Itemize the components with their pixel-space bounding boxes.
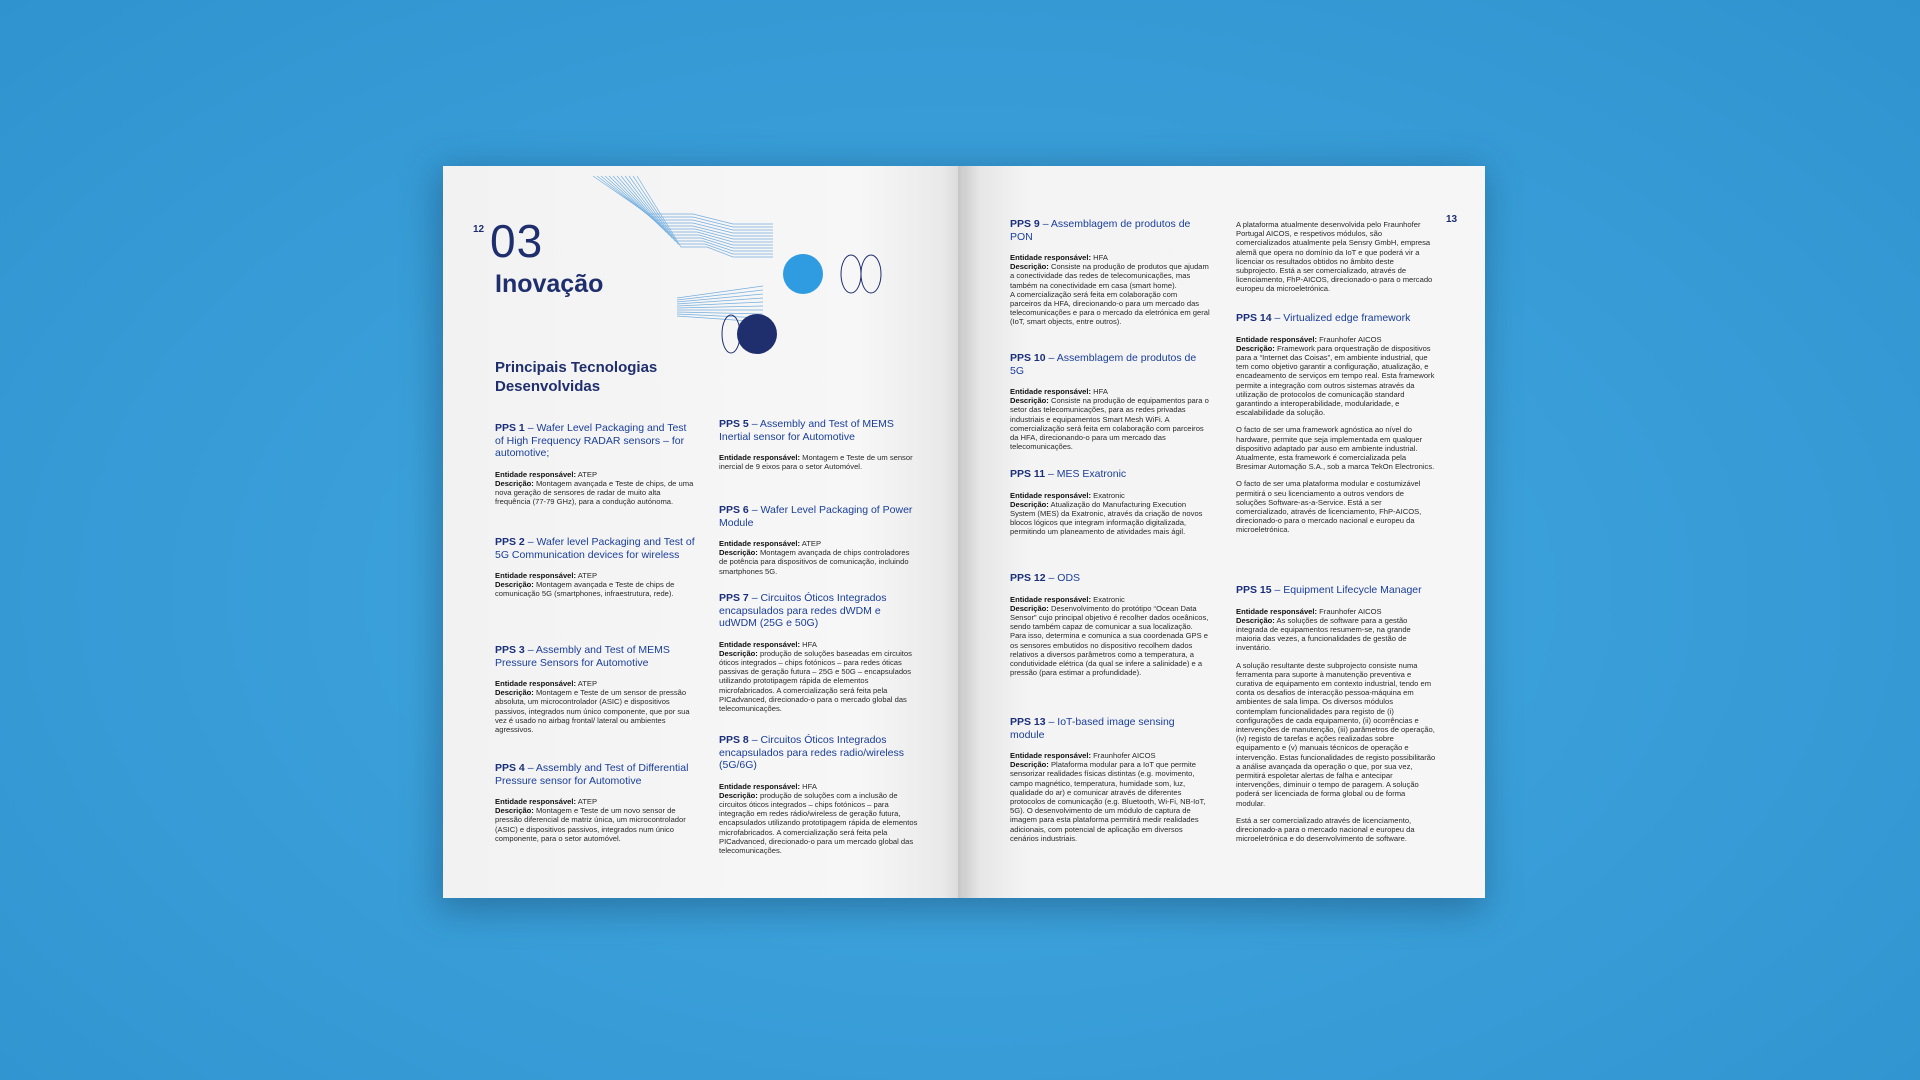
entry-code: PPS 1 [495, 422, 525, 434]
entity: Fraunhofer AICOS [1319, 334, 1382, 344]
entry-pps-5: PPS 5 – Assembly and Test of MEMS Inertial sensor for Automotive Entidade responsável: Montagem e Teste de um sensor inercial de 9 eixos para o setor Automóvel. [719, 418, 913, 472]
desc-label: Descrição: [1010, 499, 1049, 509]
description: Framework para orquestração de dispositivos para a “Internet das Coisas”, em ambiente industrial, que tem como objetivo garantir a configuração, atualização, e encadeamento de serviços em tempo real. Esta framework permite a integração com outros sistemas através da utilização de protocolos de comunicação standard garantindo a interoperabilidade, modularidade, e escalabilidade da solução. [1236, 343, 1435, 418]
entity-label: Entidade responsável: [495, 797, 577, 806]
entity: ATEP [577, 679, 598, 688]
entry-pps-6: PPS 6 – Wafer Level Packaging of Power Module Entidade responsável: ATEP Descrição: Montagem avançada de chips controladores de potência para dispositivos de comunicação, incluindo smartphones 5G. [719, 504, 913, 576]
description: Montagem e Teste de um sensor de pressão absoluta, um microcontrolador (ASIC) e dispositivos passivos, integrados num único componente, que por sua vez é usado no airbag frontal/ lateral ou ambientes agressivos. [495, 688, 690, 735]
desc-label: Descrição: [1010, 262, 1049, 272]
description: Montagem avançada de chips controladores de potência para dispositivos de comunicação, incluindo smartphones 5G. [719, 548, 910, 576]
entry-pps-12: PPS 12 – ODS Entidade responsável: Exatronic Descrição: Desenvolvimento do protótipo “Ocean Data Sensor” cujo principal objetivo é recolher dados oceânicos, sendo também capaz de comunicar a sua localização. Para isso, determina e comunica a sua coordenada GPS e os sensores embutidos no dispositivo recolhem dados relativos a diversos parâmetros como a temperatura, a condutividade elétrica (da qual se infere a salinidade) e a pressão (para estimar a profundidade). [1010, 572, 1209, 678]
intro-text: A plataforma atualmente desenvolvida pelo Fraunhofer Portugal AICOS, e respetivos módulos, são comercializados atualmente pela Sensry GmbH, empresa alemã que opera no domínio da IoT e que poderá vir a licenciar os resultados obtidos no âmbito deste subprojecto. Está a ser comercializado, através de licenciamento, FhP-AICOS, direcionado-o para o mercado europeu da microeletrónica. [1236, 220, 1433, 294]
description: Montagem avançada e Teste de chips, de uma nova geração de sensores de radar de muito alta frequência (77-79 GHz), para a condução autónoma. [495, 478, 694, 507]
entry-title: IoT-based image sensing module [1010, 716, 1175, 741]
entry-pps-9: PPS 9 – Assemblagem de produtos de PON Entidade responsável: HFA Descrição: Consiste na produção de produtos que ajudam a conectividade das redes de telecomunicações, mas também na conectividade em casa (smart home). A comercialização será feita em colaboração com parceiros da HFA, direcionando-o para um mercado das telecomunicações e para o mercado da eletrónica em geral (IoT, smart objects, entre outros). [1010, 218, 1210, 327]
entry-code: PPS 10 [1010, 352, 1046, 364]
navy-circle [737, 314, 777, 354]
desc-label: Descrição: [495, 806, 534, 816]
entry-title: Wafer level Packaging and Test of 5G Communication devices for wireless [495, 536, 695, 561]
description-extra: A comercialização será feita em colaboração com parceiros da HFA, direcionando-o para um mercado das telecomunicações e para o mercado da eletrónica em geral (IoT, smart objects, entre outros). [1010, 289, 1210, 327]
entry-title: Equipment Lifecycle Manager [1283, 584, 1422, 596]
desc-label: Descrição: [719, 548, 758, 558]
entry-title: Virtualized edge framework [1283, 312, 1411, 324]
entry-title: Wafer Level Packaging and Test of High Frequency RADAR sensors – for automotive; [495, 422, 687, 459]
description: As soluções de software para a gestão integrada de equipamentos resumem-se, na grande maioria das vezes, a funcionalidades de gestão de inventário. [1236, 615, 1411, 653]
entry-pps-13: PPS 13 – IoT-based image sensing module Entidade responsável: Fraunhofer AICOS Descrição: Plataforma modular para a IoT que permite sensorizar realidades físicas distintas (e.g. movimento, campo magnético, temperatura, humidade som, luz, qualidade do ar) e comunicar através de diferentes protocolos de comunicação (e.g. Bluetooth, Wi-Fi, NB-IoT, 5G). O desenvolvimento de um módulo de captura de imagem para esta plataforma permitirá medir realidades adicionais, com potencial de aplicação em diversos cenários industriais. [1010, 716, 1206, 843]
entity-label: Entidade responsável: [1010, 751, 1092, 760]
entity: HFA [1093, 387, 1108, 396]
desc-label: Descrição: [1010, 603, 1049, 613]
entry-title: Wafer Level Packaging of Power Module [719, 504, 913, 529]
entry-pps-2: PPS 2 – Wafer level Packaging and Test of 5G Communication devices for wireless Entidade responsável: ATEP Descrição: Montagem avançada e Teste de chips de comunicação 5G (smartphones, infraestrutura, rede). [495, 536, 695, 599]
section-title: Principais Tecnologias Desenvolvidas [495, 359, 658, 395]
entry-code: PPS 7 [719, 592, 749, 604]
entry-pps-14: PPS 14 – Virtualized edge framework Entidade responsável: Fraunhofer AICOS Descrição: Framework para orquestração de dispositivos para a “Internet das Coisas”, em ambiente industrial, que tem como objetivo garantir a configuração, atualização, e encadeamento de serviços em tempo real. Esta framework permite a integração com outros sistemas através da utilização de protocolos de comunicação standard garantindo a interoperabilidade, modularidade, e escalabilidade da solução. O facto de ser uma framework agnóstica ao nível do hardware, permite que seja implementada em qualquer dispositivo adaptado par auso em ambiente industrial. Atualmente, esta framework é comercializada pela Bresimar Automação S.A., sob a marca TekOn Electronics. O facto de ser uma plataforma modular e costumizável permitirá o seu licenciamento a outros vendors de soluções Software-as-a-Service. Está a ser comercializado, através de licenciamento, FhP-AICOS, direcionado-o para o mercado nacional e europeu da microeletrónica. [1236, 312, 1435, 535]
entity-label: Entidade responsável: [719, 453, 801, 462]
entity-label: Entidade responsável: [495, 679, 577, 688]
entry-title: Assemblagem de produtos de 5G [1010, 352, 1197, 377]
entry-pps-10: PPS 10 – Assemblagem de produtos de 5G Entidade responsável: HFA Descrição: Consiste na produção de equipamentos para o setor das telecomunicações, para as redes privadas industriais e equipamentos Smart Mesh WiFi. A comercialização será feita em colaboração com parceiros da HFA, direcionando-o para um mercado das telecomunicações. [1010, 352, 1209, 452]
description: Montagem avançada e Teste de chips de comunicação 5G (smartphones, infraestrutura, rede). [495, 580, 675, 599]
entry-code: PPS 6 [719, 504, 749, 516]
entry-code: PPS 3 [495, 644, 525, 656]
entity-label: Entidade responsável: [495, 469, 577, 479]
desc-label: Descrição: [495, 688, 534, 698]
entity: Fraunhofer AICOS [1319, 606, 1382, 616]
description-extra: A solução resultante deste subprojecto consiste numa ferramenta para suporte à manutenção preventiva e curativa de equipamento em contexto industrial, tendo em conta os desafios de interacção pessoa-máquina em ambientes de sala limpa. Os diversos módulos contemplam funcionalidades para registo de (i) configurações de cada equipamento, (ii) ocorrências e intervenções de manutenção, (iii) parâmetros de operação, (iv) registo de tarefas e ações realizadas sobre equipamento e (v) manuais técnicos de operação e intervenção. Estas funcionalidades de registo possibilitarão a análise avançada da operação o que, por sua vez, permitirá espoletar alertas de falha e antecipar intervenções, diminuir o tempo de paragem. A solução poderá ser licenciada de forma global ou de forma modular. [1236, 660, 1436, 808]
description: Montagem e Teste de um novo sensor de pressão diferencial de matriz única, um microcontrolador (ASIC) e dispositivos passivos, integrados num único componente, para o setor automóvel. [495, 806, 686, 843]
entry-title: Assembly and Test of Differential Pressure sensor for Automotive [495, 762, 689, 787]
entity: HFA [1093, 253, 1108, 262]
desc-label: Descrição: [495, 478, 534, 488]
description: Plataforma modular para a IoT que permite sensorizar realidades físicas distintas (e.g. movimento, campo magnético, temperatura, humidade som, luz, qualidade do ar) e comunicar através de diferentes protocolos de comunicação (e.g. Bluetooth, Wi-Fi, NB-IoT, 5G). O desenvolvimento de um módulo de captura de imagem para esta plataforma permitirá medir realidades adicionais, com potencial de aplicação em diversos cenários industriais. [1010, 760, 1206, 843]
description: Consiste na produção de equipamentos para o setor das telecomunicações, para as redes privadas industriais e equipamentos Smart Mesh WiFi. A comercialização será feita em colaboração com parceiros da HFA, direcionando-o para um mercado das telecomunicações. [1010, 396, 1209, 452]
chapter-title: Inovação [495, 270, 604, 298]
desc-label: Descrição: [1010, 760, 1049, 770]
description: Consiste na produção de produtos que ajudam a conectividade das redes de telecomunicações, mas também na conectividade em casa (smart home). [1010, 262, 1209, 290]
description: produção de soluções baseadas em circuitos óticos integrados – chips fotónicos – para redes óticas passivas de geração futura – 25G e 50G – encapsulados utilizando prototipagem rápida de elementos microfabricados. A comercialização será feita pela PICadvanced, direcionado-o para o mercado global das telecomunicações. [719, 648, 912, 713]
entity-label: Entidade responsável: [1236, 334, 1318, 344]
entry-code: PPS 13 [1010, 716, 1046, 728]
entry-title: MES Exatronic [1056, 468, 1127, 480]
entry-pps-4: PPS 4 – Assembly and Test of Differential Pressure sensor for Automotive Entidade responsável: ATEP Descrição: Montagem e Teste de um novo sensor de pressão diferencial de matriz única, um microcontrolador (ASIC) e dispositivos passivos, integrados num único componente, para o setor automóvel. [495, 762, 689, 843]
entry-code: PPS 9 [1010, 218, 1040, 230]
entry-pps-7: PPS 7 – Circuitos Óticos Integrados encapsulados para redes dWDM e udWDM (25G e 50G) Entidade responsável: HFA Descrição: produção de soluções baseadas em circuitos óticos integrados – chips fotónicos – para redes óticas passivas de geração futura – 25G e 50G – encapsulados utilizando prototipagem rápida de elementos microfabricados. A comercialização será feita pela PICadvanced, direcionado-o para o mercado global das telecomunicações. [719, 592, 912, 713]
entity: ATEP [577, 469, 598, 479]
desc-label: Descrição: [1236, 615, 1275, 625]
description: produção de soluções com a inclusão de circuitos óticos integrados – chips fotónicos – para integração em redes rádio/wireless de geração futura, encapsulados utilizando prototipagem rápida de elementos microfabricados. A comercialização será feita pela PICadvanced, direcionado-o para um mercado global das telecomunicações. [719, 790, 918, 855]
entity: Montagem e Teste de um sensor inercial de 9 eixos para o setor Automóvel. [719, 453, 913, 472]
entry-title: Circuitos Óticos Integrados encapsulados para redes radio/wireless (5G/6G) [719, 734, 905, 771]
entity: HFA [802, 781, 817, 791]
entry-code: PPS 8 [719, 734, 749, 746]
entity-label: Entidade responsável: [1010, 387, 1092, 396]
chapter-number: 03 [490, 215, 544, 267]
entity: ATEP [577, 797, 598, 806]
entity-label: Entidade responsável: [719, 639, 801, 649]
entry-title: Assembly and Test of MEMS Inertial sensor for Automotive [719, 418, 894, 443]
description-extra: O facto de ser uma framework agnóstica ao nível do hardware, permite que seja implementada em qualquer dispositivo adaptado par auso em ambiente industrial. Atualmente, esta framework é comercializada pela Bresimar Automação S.A., sob a marca TekOn Electronics. [1236, 425, 1435, 472]
description-extra-2: O facto de ser uma plataforma modular e costumizável permitirá o seu licenciamento a outros vendors de soluções Software-as-a-Service. Está a ser comercializado, através de licenciamento, FhP-AICOS, direcionado-o para o mercado nacional e europeu da microeletrónica. [1236, 479, 1422, 535]
entry-pps-11: PPS 11 – MES Exatronic Entidade responsável: Exatronic Descrição: Atualização do Manufacturing Execution System (MES) da Exatronic, através da criação de novos blocos lógicos que integram informação digitalizada, permitindo um planeamento de atividades mais ágil. [1010, 468, 1203, 537]
entity: Fraunhofer AICOS [1093, 751, 1156, 760]
entity-label: Entidade responsável: [1236, 606, 1318, 616]
entity: HFA [802, 639, 817, 649]
entry-pps-15: PPS 15 – Equipment Lifecycle Manager Entidade responsável: Fraunhofer AICOS Descrição: As soluções de software para a gestão integrada de equipamentos resumem-se, na grande maioria das vezes, a funcionalidades de gestão de inventário. A solução resultante deste subprojecto consiste numa ferramenta para suporte à manutenção preventiva e curativa de equipamento em contexto industrial, tendo em conta os desafios de interacção pessoa-máquina em ambientes de sala limpa. Os diversos módulos contemplam funcionalidades para registo de (i) configurações de cada equipamento, (ii) ocorrências e intervenções de manutenção, (iii) parâmetros de operação, (iv) registo de tarefas e ações realizadas sobre equipamento e (v) manuais técnicos de operação e intervenção. Estas funcionalidades de registo possibilitarão a análise avançada da operação o que, por sua vez, permitirá espoletar alertas de falha e antecipar intervenções, diminuir o tempo de paragem. A solução poderá ser licenciada de forma global ou de forma modular. Está a ser comercializado através de licenciamento, direcionado-a para o mercado nacional e europeu da microeletrónica e do desenvolvimento de software. [1236, 584, 1436, 844]
right-page [964, 166, 1485, 898]
entry-title: Assembly and Test of MEMS Pressure Sensors for Automotive [495, 644, 670, 669]
entity-label: Entidade responsável: [1010, 253, 1092, 262]
entry-code: PPS 15 [1236, 584, 1272, 596]
entry-pps-3: PPS 3 – Assembly and Test of MEMS Pressure Sensors for Automotive Entidade responsável: ATEP Descrição: Montagem e Teste de um sensor de pressão absoluta, um microcontrolador (ASIC) e dispositivos passivos, integrados num único componente, que por sua vez é usado no airbag frontal/ lateral ou ambientes agressivos. [495, 644, 690, 735]
entry-title: ODS [1057, 572, 1081, 584]
page-number: 13 [1446, 214, 1458, 225]
entry-pps-1: PPS 1 – Wafer Level Packaging and Test of High Frequency RADAR sensors – for automotive; Entidade responsável: ATEP Descrição: Montagem avançada e Teste de chips, de uma nova geração de sensores de radar de muito alta frequência (77-79 GHz), para a condução autónoma. [495, 422, 694, 507]
entity-label: Entidade responsável: [1010, 594, 1092, 604]
entry-pps-8: PPS 8 – Circuitos Óticos Integrados encapsulados para redes radio/wireless (5G/6G) Entidade responsável: HFA Descrição: produção de soluções com a inclusão de circuitos óticos integrados – chips fotónicos – para integração em redes rádio/wireless de geração futura, encapsulados utilizando prototipagem rápida de elementos microfabricados. A comercialização será feita pela PICadvanced, direcionado-o para um mercado global das telecomunicações. [719, 734, 918, 855]
page-number: 12 [473, 224, 485, 235]
entry-code: PPS 5 [719, 418, 749, 430]
entry-code: PPS 12 [1010, 572, 1046, 584]
entry-code: PPS 4 [495, 762, 525, 774]
desc-label: Descrição: [1236, 343, 1275, 353]
entity: Exatronic [1093, 490, 1125, 500]
entity: ATEP [801, 539, 822, 548]
desc-label: Descrição: [719, 648, 758, 658]
entity: Exatronic [1093, 594, 1125, 604]
entity-label: Entidade responsável: [1010, 490, 1092, 500]
entry-title: Circuitos Óticos Integrados encapsulados para redes dWDM e udWDM (25G e 50G) [719, 592, 887, 629]
description-extra-2: Está a ser comercializado através de licenciamento, direcionado-a para o mercado nacional e europeu da microeletrónica e do desenvolvimento de software. [1236, 815, 1415, 844]
desc-label: Descrição: [719, 790, 758, 800]
description: Desenvolvimento do protótipo “Ocean Data Sensor” cujo principal objetivo é recolher dados oceânicos, sendo também capaz de comunicar a sua localização. Para isso, determina e comunica a sua coordenada GPS e os sensores embutidos no dispositivo recolhem dados relativos a diversos parâmetros como a temperatura, a condutividade elétrica (da qual se infere a salinidade) e a pressão (para estimar a profundidade). [1010, 603, 1209, 678]
desc-label: Descrição: [1010, 396, 1049, 406]
entity-label: Entidade responsável: [719, 781, 801, 791]
blue-circle [783, 254, 823, 294]
description: Atualização do Manufacturing Execution System (MES) da Exatronic, através da criação de novos blocos lógicos que integram informação digitalizada, permitindo um planeamento de atividades mais ágil. [1010, 499, 1203, 537]
entity: ATEP [577, 571, 598, 580]
entry-code: PPS 2 [495, 536, 525, 548]
entry-title: Assemblagem de produtos de PON [1010, 218, 1191, 243]
intro-paragraph [1236, 220, 1436, 294]
entity-label: Entidade responsável: [495, 571, 577, 580]
entry-code: PPS 11 [1010, 468, 1046, 480]
desc-label: Descrição: [495, 580, 534, 590]
entry-code: PPS 14 [1236, 312, 1272, 324]
entity-label: Entidade responsável: [719, 539, 801, 548]
left-page [443, 166, 964, 898]
